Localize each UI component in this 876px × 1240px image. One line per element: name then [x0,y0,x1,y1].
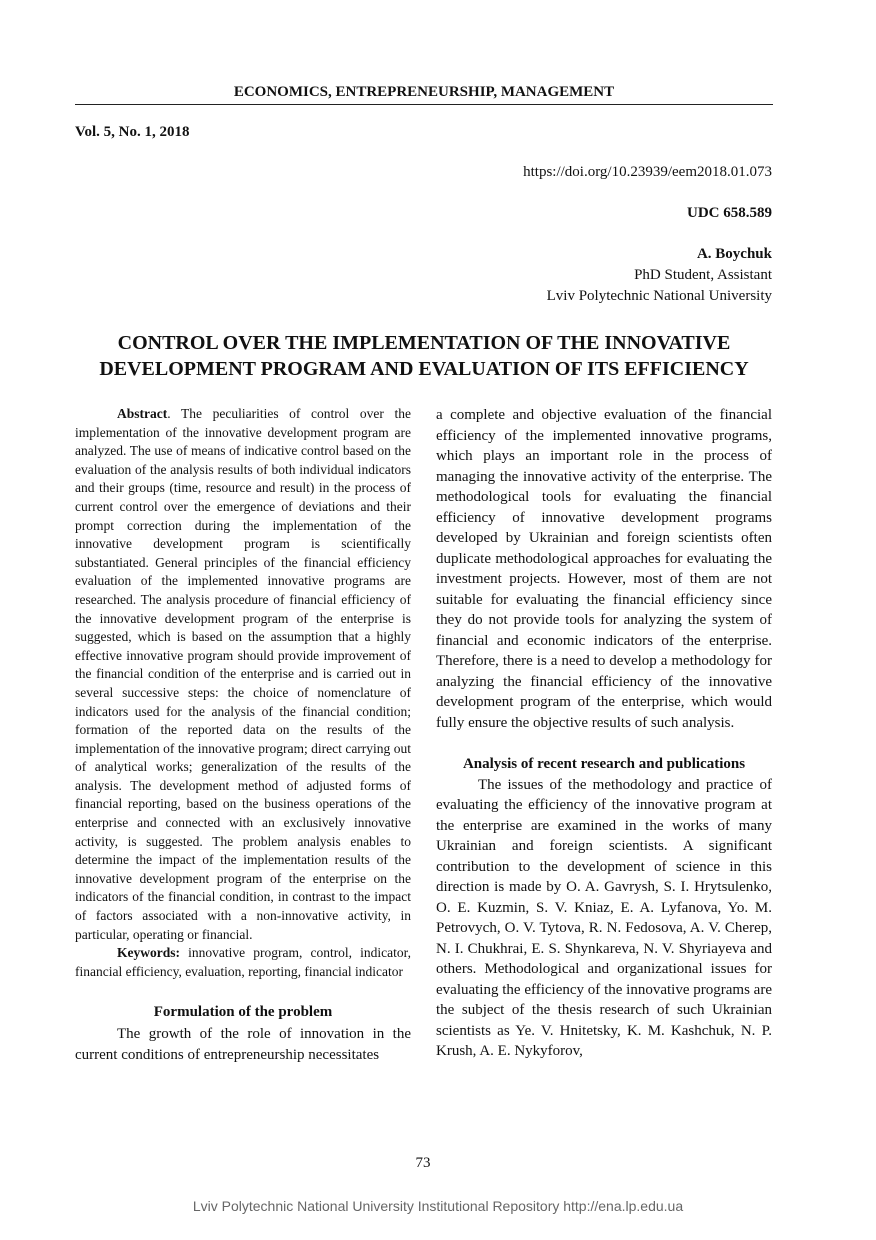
author-affiliation: Lviv Polytechnic National University [546,288,772,304]
abstract-text: . The peculiarities of control over the implementation of the innovative development program are analyzed. The use of means of indicative control based on the evaluation of the analysis results of both individual indicators and their groups (time, resource and result) in the process of current control over the emergence of deviations and their prompt correction during the implementation of the innovative development program is scientifically substantiated. General principles of the financial efficiency evaluation of the implemented innovative programs are researched. The analysis procedure of financial efficiency of the innovative development program of the enterprise is suggested, which is based on the assumption that a highly effective innovative program should provide improvement of the financial condition of the enterprise and is carried out in several successive steps: the choice of nomenclature of indicators used for the analysis of the financial condition; formation of the reported data on the results of the implementation of the innovative program; direct carrying out of analytical works; generalization of the results of the analysis. The development method of adjusted forms of financial reporting, based on the business operations of the enterprise and connected with an exclusively innovative activity, is suggested. The problem analysis enables to determine the impact of the implementation results of the innovative development program of the enterprise on the indicators of the financial condition, in contrast to the impact of factors associated with a non-innovative activity, in particular, operating or financial. [75,406,411,942]
problem-text-right: a complete and objective evaluation of the financial efficiency of the implemented innovative programs, which plays an important role in the process of managing the innovative activity of the enterprise. The methodological tools for evaluating the financial efficiency of innovative development programs developed by Ukrainian and foreign scientists often duplicate methodological approaches for evaluating the investment projects. However, most of them are not suitable for evaluating the financial efficiency since they do not provide tools for analyzing the system of financial and economic indicators of the enterprise. Therefore, there is a need to develop a methodology for analyzing the financial efficiency of the innovative development program of the enterprise, which would fully ensure the objective results of such analysis. [436,407,772,731]
paper-title: CONTROL OVER THE IMPLEMENTATION OF THE INNOVATIVE DEVELOPMENT PROGRAM AND EVALUATION OF ITS EFFICIENCY [99,332,749,380]
udc-code: UDC 658.589 [687,205,772,221]
abstract-label: Abstract [117,406,168,421]
section-heading-research: Analysis of recent research and publications [462,756,746,772]
author-name: A. Boychuk [696,246,772,262]
keywords-text: innovative program, control, indicator, financial efficiency, evaluation, reporting, financial indicator [75,945,411,979]
right-column [436,405,772,1062]
repository-footer: Lviv Polytechnic National University Institutional Repository http://ena.lp.edu.ua [192,1198,684,1214]
problem-text-left: The growth of the role of innovation in the current conditions of entrepreneurship necessitates [75,1026,411,1063]
author-position: PhD Student, Assistant [634,267,772,283]
page-number: 73 [415,1155,431,1171]
keywords-paragraph [75,944,411,981]
left-column [75,405,411,1065]
journal-header: ECONOMICS, ENTREPRENEURSHIP, MANAGEMENT [75,84,773,105]
doi-link[interactable]: https://doi.org/10.23939/eem2018.01.073 [523,164,772,180]
volume-info: Vol. 5, No. 1, 2018 [75,124,190,140]
research-text: The issues of the methodology and practice of evaluating the efficiency of the innovative program at the enterprise are examined in the works of many Ukrainian and foreign scientists. A significant contribution to the development of science in this direction is made by O. A. Gavrysh, S. I. Hrytsulenko, O. E. Kuzmin, S. V. Kniaz, E. A. Lyfanova, Yo. M. Petrovych, O. V. Tytova, R. N. Fedosova, A. V. Cherep, N. I. Chukhrai, E. S. Shynkareva, N. V. Shyriayeva and others. Methodological and organizational issues for evaluating the efficiency of the innovative programs are the subject of the thesis research of such Ukrainian scientists as Ye. V. Hnitetsky, K. M. Kashchuk, N. P. Krush, A. E. Nykyforov, [436,776,772,1059]
abstract-paragraph [75,405,411,944]
section-heading-problem: Formulation of the problem [153,1004,333,1021]
keywords-label: Keywords: [117,945,180,961]
